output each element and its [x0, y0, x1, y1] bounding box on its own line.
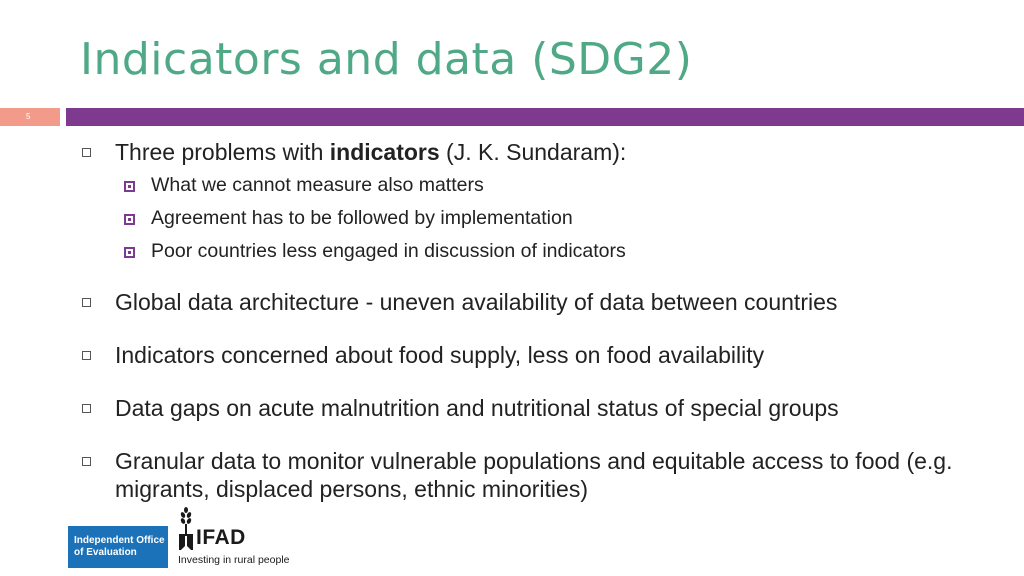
- sub-bullet-item: [80, 202, 1010, 235]
- square-bullet-icon: [82, 298, 91, 307]
- title-rule-bar: [66, 108, 1024, 126]
- bullet-text: Global data architecture - uneven availability of data between countries: [115, 289, 838, 315]
- square-bullet-icon: [124, 181, 135, 192]
- bullet-item: [80, 138, 1010, 166]
- bullet-item: [80, 288, 1010, 316]
- ifad-tagline: Investing in rural people: [178, 554, 290, 566]
- wheat-icon: [176, 506, 196, 552]
- ioe-logo-line: of Evaluation: [74, 547, 137, 558]
- bullet-text-bold: indicators: [329, 139, 440, 165]
- sub-bullet-text: Agreement has to be followed by implementation: [151, 207, 573, 229]
- bullet-text: Three problems with: [115, 139, 330, 165]
- bullet-text: Indicators concerned about food supply, less on food availability: [115, 342, 765, 368]
- sub-list: [80, 169, 1010, 268]
- sub-bullet-item: [80, 169, 1010, 202]
- ioe-logo: [68, 526, 168, 568]
- bullet-text: (J. K. Sundaram):: [439, 139, 627, 165]
- square-bullet-icon: [82, 404, 91, 413]
- bullet-item: [80, 394, 1010, 422]
- bullet-item: [80, 341, 1010, 369]
- sub-bullet-item: [80, 235, 1010, 268]
- square-bullet-icon: [82, 148, 91, 157]
- slide-content: [80, 138, 1010, 503]
- bullet-item: [80, 447, 1010, 503]
- square-bullet-icon: [124, 247, 135, 258]
- sub-bullet-text: Poor countries less engaged in discussion of indicators: [151, 240, 626, 262]
- bullet-text: Granular data to monitor vulnerable populations and equitable access to food (e.g. migrants, displaced persons, ethnic minorities): [115, 448, 953, 502]
- square-bullet-icon: [124, 214, 135, 225]
- ioe-logo-line: Independent Office: [74, 535, 165, 546]
- square-bullet-icon: [82, 457, 91, 466]
- slide-title: Indicators and data (SDG2): [80, 34, 693, 85]
- sub-bullet-text: What we cannot measure also matters: [151, 174, 484, 196]
- bullet-text: Data gaps on acute malnutrition and nutritional status of special groups: [115, 395, 839, 421]
- square-bullet-icon: [82, 351, 91, 360]
- slide-number: 5: [0, 108, 60, 126]
- ifad-logo-name: IFAD: [196, 526, 246, 549]
